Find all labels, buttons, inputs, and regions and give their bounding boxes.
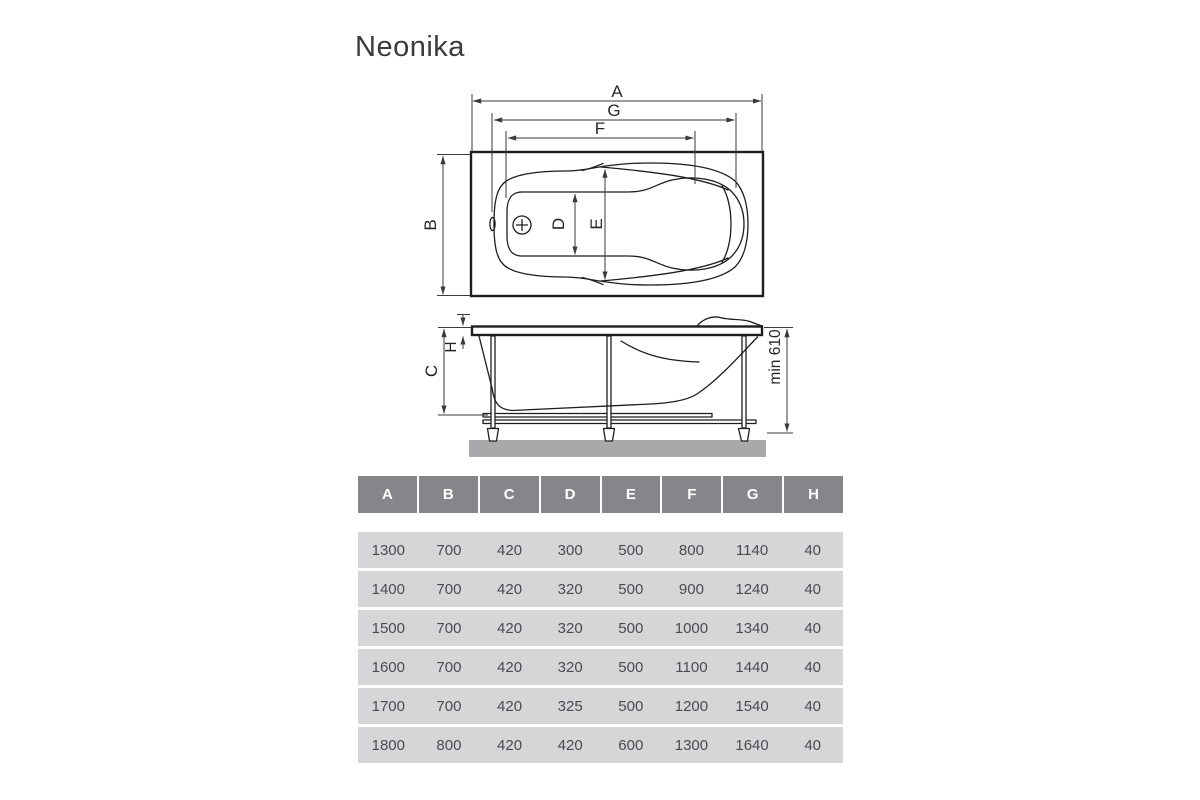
headrest-curve-right (722, 186, 731, 262)
table-row (358, 610, 843, 646)
table-cell: 320 (557, 580, 583, 598)
table-cell: 1500 (371, 619, 405, 637)
frame-rail-upper (483, 414, 712, 418)
headrest-curve-bottom (601, 258, 728, 281)
table-header-cell-e: E (602, 476, 661, 513)
headrest-bump (697, 317, 762, 326)
table-cell: 1640 (735, 736, 769, 754)
table-cell: 1240 (735, 580, 769, 598)
dim-label-a: A (611, 82, 623, 101)
table-cell: 1700 (371, 697, 405, 715)
spec-table-header (358, 476, 843, 513)
dim-label-c: C (422, 364, 441, 378)
table-header-cell-b: B (419, 476, 478, 513)
table-header-cell-g: G (723, 476, 782, 513)
dim-label-f: F (594, 119, 606, 138)
table-cell: 420 (497, 580, 523, 598)
table-cell: 1000 (674, 619, 709, 637)
tub-inner-basin (507, 178, 744, 270)
dim-label-min-height: min 610 (767, 329, 784, 385)
dim-label-g: G (607, 101, 621, 120)
table-cell: 420 (497, 619, 523, 637)
dim-label-d: D (549, 217, 568, 231)
table-header-cell-h: H (784, 476, 843, 513)
table-row (358, 688, 843, 724)
headrest-curve-top (601, 167, 728, 190)
drain-cross (517, 220, 528, 231)
table-cell: 325 (557, 697, 583, 715)
table-cell: 700 (436, 619, 462, 637)
top-view (471, 152, 763, 296)
dim-label-h: H (443, 341, 460, 353)
table-cell: 800 (436, 736, 462, 754)
table-cell: 1600 (371, 658, 405, 676)
ext-g (492, 113, 736, 212)
table-cell: 1300 (674, 736, 709, 754)
dim-label-e: E (587, 218, 606, 230)
table-cell: 320 (557, 658, 583, 676)
table-cell: 40 (804, 580, 822, 598)
table-cell: 700 (436, 658, 462, 676)
table-cell: 420 (497, 541, 523, 559)
table-cell: 420 (497, 697, 523, 715)
table-header-cell-a: A (358, 476, 417, 513)
table-cell: 600 (618, 736, 644, 754)
frame-legs (488, 336, 750, 441)
table-row (358, 727, 843, 763)
table-cell: 40 (804, 697, 822, 715)
table-cell: 700 (436, 580, 462, 598)
table-cell: 1200 (674, 697, 709, 715)
table-cell: 1400 (371, 580, 405, 598)
table-cell: 500 (618, 619, 644, 637)
frame-rail-lower (483, 420, 756, 424)
ext-b (437, 155, 470, 296)
table-cell: 800 (678, 541, 704, 559)
table-row (358, 532, 843, 568)
tub-outer-rect (471, 152, 763, 296)
table-cell: 500 (618, 697, 644, 715)
table-row (358, 571, 843, 607)
table-cell: 40 (804, 736, 822, 754)
table-cell: 40 (804, 658, 822, 676)
tub-outer-contour (494, 163, 748, 285)
table-cell: 300 (557, 541, 583, 559)
ground-bar (469, 440, 766, 457)
table-cell: 900 (678, 580, 704, 598)
side-view (469, 317, 766, 457)
table-header-cell-c: C (480, 476, 539, 513)
table-cell: 700 (436, 697, 462, 715)
product-title: Neonika (355, 31, 465, 63)
table-cell: 1340 (735, 619, 769, 637)
spec-table-body (358, 532, 843, 763)
table-cell: 420 (557, 736, 583, 754)
table-cell: 500 (618, 580, 644, 598)
tub-side-inner-curve (621, 341, 699, 362)
tub-side-profile (479, 336, 758, 411)
table-cell: 500 (618, 658, 644, 676)
spec-table (358, 476, 843, 766)
table-cell: 320 (557, 619, 583, 637)
table-cell: 420 (497, 658, 523, 676)
table-cell: 700 (436, 541, 462, 559)
table-cell: 1300 (371, 541, 405, 559)
table-cell: 40 (804, 541, 822, 559)
table-cell: 1540 (735, 697, 769, 715)
table-cell: 1440 (735, 658, 769, 676)
dim-label-b: B (421, 219, 440, 231)
table-cell: 40 (804, 619, 822, 637)
table-row (358, 649, 843, 685)
table-header-cell-f: F (662, 476, 721, 513)
table-header-cell-d: D (541, 476, 600, 513)
table-cell: 1140 (735, 541, 769, 559)
table-cell: 1100 (675, 658, 708, 676)
table-cell: 1800 (371, 736, 405, 754)
tub-rim (472, 327, 762, 336)
table-cell: 420 (497, 736, 523, 754)
table-cell: 500 (618, 541, 644, 559)
